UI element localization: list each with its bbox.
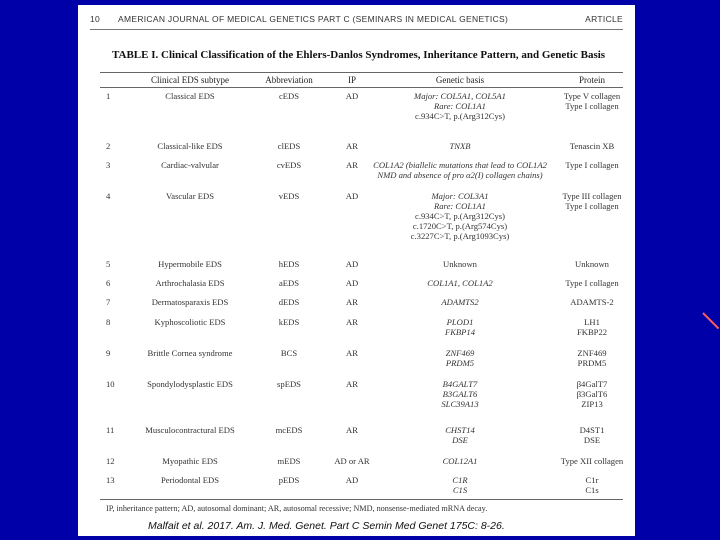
row-subtype: Cardiac-valvular	[161, 160, 219, 170]
row-inheritance: AR	[346, 317, 358, 327]
row-number: 9	[106, 348, 111, 358]
row-inheritance: AD or AR	[334, 456, 370, 466]
protein-line: Type I collagen	[565, 278, 619, 288]
table-bottom-rule	[100, 499, 623, 500]
row-number: 3	[106, 160, 111, 170]
row-number: 4	[106, 191, 111, 201]
row-number: 5	[106, 259, 111, 269]
journal-name: AMERICAN JOURNAL OF MEDICAL GENETICS PART C (SEMINARS IN MEDICAL GENETICS)	[118, 14, 509, 24]
protein-line: C1r	[585, 475, 599, 485]
genetic-basis-line: DSE	[452, 435, 468, 445]
protein-line: Type XII collagen	[560, 456, 624, 466]
row-protein	[556, 160, 628, 170]
protein-line: Type V collagen	[563, 91, 621, 101]
genetic-basis-line: ADAMTS2	[441, 297, 479, 307]
running-head	[90, 12, 623, 26]
row-abbreviation: mcEDS	[275, 425, 303, 435]
row-inheritance: AR	[346, 425, 358, 435]
protein-line: PRDM5	[577, 358, 607, 368]
row-genetic-basis	[360, 259, 560, 269]
row-inheritance: AD	[345, 475, 359, 485]
table-title: TABLE I. Clinical Classification of the Ehlers-Danlos Syndromes, Inheritance Pattern, and Genetic Basis	[112, 49, 606, 61]
row-protein	[556, 379, 628, 409]
row-abbreviation: cEDS	[278, 91, 300, 101]
row-inheritance: AR	[346, 297, 358, 307]
protein-line: LH1	[584, 317, 600, 327]
row-protein	[556, 91, 628, 111]
genetic-basis-line: Major: COL5A1, COL5A1	[414, 91, 506, 101]
genetic-basis-line: c.934C>T, p.(Arg312Cys)	[415, 211, 505, 221]
row-protein	[556, 297, 628, 307]
row-number: 7	[106, 297, 111, 307]
genetic-basis-line: C1R	[452, 475, 468, 485]
row-subtype: Kyphoscoliotic EDS	[154, 317, 226, 327]
row-genetic-basis	[360, 141, 560, 151]
row-inheritance: AD	[345, 191, 359, 201]
row-genetic-basis	[360, 91, 560, 121]
protein-line: ZIP13	[581, 399, 603, 409]
genetic-basis-line: PRDM5	[445, 358, 475, 368]
genetic-basis-line: FKBP14	[444, 327, 476, 337]
genetic-basis-line: B3GALT6	[442, 389, 478, 399]
genetic-basis-line: Unknown	[443, 259, 477, 269]
genetic-basis-line: Major: COL3A1	[431, 191, 489, 201]
row-genetic-basis	[360, 191, 560, 241]
protein-line: FKBP22	[576, 327, 608, 337]
row-abbreviation: vEDS	[278, 191, 300, 201]
row-subtype: Brittle Cornea syndrome	[147, 348, 233, 358]
table-top-rule	[100, 72, 623, 73]
genetic-basis-line: Rare: COL1A1	[434, 201, 486, 211]
row-subtype: Arthrochalasia EDS	[155, 278, 225, 288]
row-number: 6	[106, 278, 111, 288]
row-genetic-basis	[360, 456, 560, 466]
row-protein	[556, 475, 628, 495]
header-ip: IP	[347, 75, 356, 85]
row-abbreviation: cvEDS	[276, 160, 302, 170]
genetic-basis-line: c.3227C>T, p.(Arg1093Cys)	[410, 231, 510, 241]
page-number: 10	[90, 14, 101, 24]
table-footnote: IP, inheritance pattern; AD, autosomal dominant; AR, autosomal recessive; NMD, nonsense-mediated mRNA decay.	[106, 504, 488, 513]
protein-line: ADAMTS-2	[570, 297, 614, 307]
row-abbreviation: clEDS	[277, 141, 301, 151]
row-protein	[556, 348, 628, 368]
genetic-basis-line: CHST14	[445, 425, 475, 435]
row-genetic-basis	[360, 160, 560, 180]
row-subtype: Musculocontractural EDS	[145, 425, 235, 435]
genetic-basis-line: SLC39A13	[441, 399, 479, 409]
row-protein	[556, 456, 628, 466]
row-inheritance: AD	[345, 259, 359, 269]
row-genetic-basis	[360, 317, 560, 337]
protein-line: β3GalT6	[576, 389, 608, 399]
row-abbreviation: spEDS	[277, 379, 301, 389]
row-protein	[556, 141, 628, 151]
row-abbreviation: mEDS	[277, 456, 301, 466]
row-inheritance: AD	[345, 91, 359, 101]
header-protein: Protein	[579, 75, 605, 85]
row-number: 1	[106, 91, 111, 101]
row-inheritance: AR	[346, 141, 358, 151]
journal-page	[78, 5, 635, 536]
genetic-basis-line: COL12A1	[442, 456, 478, 466]
genetic-basis-line: Rare: COL1A1	[434, 101, 486, 111]
table-header-rule	[100, 87, 623, 88]
row-abbreviation: dEDS	[278, 297, 300, 307]
row-genetic-basis	[360, 297, 560, 307]
row-abbreviation: kEDS	[278, 317, 300, 327]
genetic-basis-line: COL1A2 (biallelic mutations that lead to COL1A2	[373, 160, 547, 170]
row-number: 8	[106, 317, 111, 327]
row-protein	[556, 278, 628, 288]
protein-line: β4GalT7	[576, 379, 608, 389]
row-genetic-basis	[360, 348, 560, 368]
genetic-basis-line: c.1720C>T, p.(Arg574Cys)	[412, 221, 508, 231]
genetic-basis-line: PLOD1	[446, 317, 474, 327]
row-subtype: Vascular EDS	[166, 191, 214, 201]
row-genetic-basis	[360, 425, 560, 445]
genetic-basis-line: NMD and absence of pro α2(I) collagen chains)	[377, 170, 543, 180]
row-number: 2	[106, 141, 111, 151]
citation: Malfait et al. 2017. Am. J. Med. Genet. Part C Semin Med Genet 175C: 8-26.	[148, 520, 505, 532]
row-genetic-basis	[360, 379, 560, 409]
row-subtype: Spondylodysplastic EDS	[147, 379, 233, 389]
genetic-basis-line: TNXB	[449, 141, 471, 151]
genetic-basis-line: COL1A1, COL1A2	[427, 278, 493, 288]
protein-line: Type I collagen	[565, 101, 619, 111]
protein-line: ZNF469	[577, 348, 607, 358]
row-subtype: Periodontal EDS	[160, 475, 219, 485]
row-protein	[556, 317, 628, 337]
row-inheritance: AR	[346, 379, 358, 389]
protein-line: D4ST1	[579, 425, 605, 435]
row-protein	[556, 191, 628, 211]
header-abbreviation: Abbreviation	[265, 75, 313, 85]
row-inheritance: AR	[346, 160, 358, 170]
row-inheritance: AR	[346, 348, 358, 358]
row-subtype: Myopathic EDS	[162, 456, 218, 466]
protein-line: Type I collagen	[565, 201, 619, 211]
row-abbreviation: pEDS	[278, 475, 300, 485]
protein-line: Type I collagen	[565, 160, 619, 170]
row-abbreviation: aEDS	[278, 278, 300, 288]
row-protein	[556, 425, 628, 445]
row-abbreviation: BCS	[280, 348, 298, 358]
row-subtype: Dermatosparaxis EDS	[151, 297, 229, 307]
genetic-basis-line: B4GALT7	[442, 379, 478, 389]
header-rule	[90, 29, 623, 30]
row-subtype: Classical-like EDS	[157, 141, 223, 151]
header-genetic-basis: Genetic basis	[435, 75, 485, 85]
section-label: ARTICLE	[585, 14, 623, 24]
row-inheritance: AD	[345, 278, 359, 288]
row-number: 11	[106, 425, 115, 435]
protein-line: Type III collagen	[562, 191, 622, 201]
protein-line: C1s	[585, 485, 599, 495]
row-number: 13	[106, 475, 115, 485]
header-subtype: Clinical EDS subtype	[151, 75, 229, 85]
genetic-basis-line: c.934C>T, p.(Arg312Cys)	[415, 111, 505, 121]
genetic-basis-line: ZNF469	[445, 348, 475, 358]
protein-line: DSE	[583, 435, 601, 445]
row-number: 10	[106, 379, 115, 389]
row-subtype: Hypermobile EDS	[158, 259, 222, 269]
protein-line: Tenascin XB	[569, 141, 615, 151]
row-protein	[556, 259, 628, 269]
row-abbreviation: hEDS	[278, 259, 300, 269]
row-genetic-basis	[360, 475, 560, 495]
row-subtype: Classical EDS	[165, 91, 215, 101]
row-genetic-basis	[360, 278, 560, 288]
decorative-accent-line	[702, 312, 719, 329]
protein-line: Unknown	[575, 259, 609, 269]
genetic-basis-line: C1S	[452, 485, 468, 495]
row-number: 12	[106, 456, 115, 466]
